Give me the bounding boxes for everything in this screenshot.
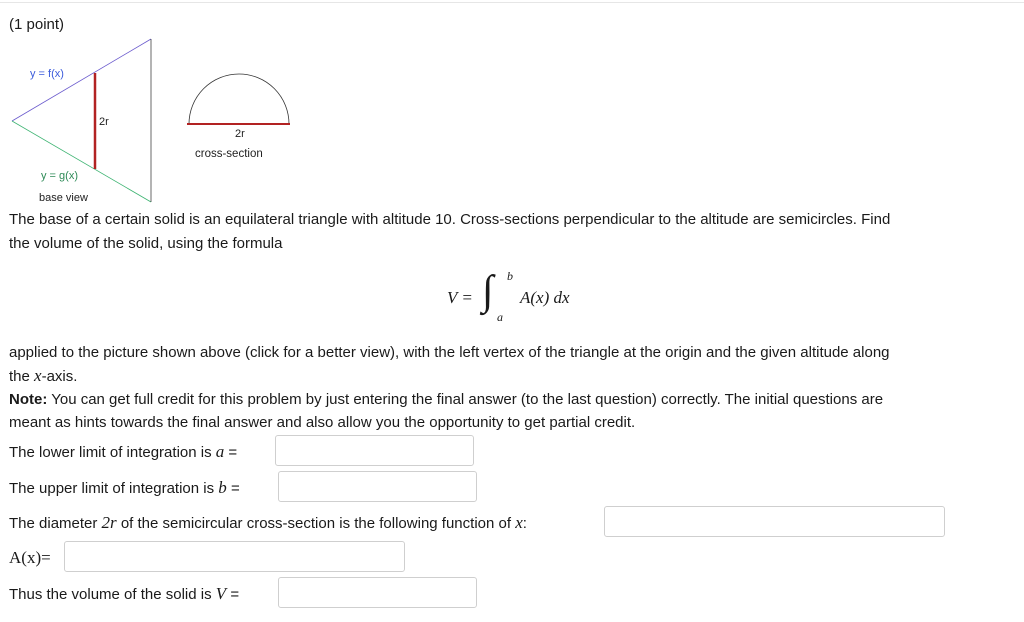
note-line-2: meant as hints towards the final answer and also allow you the opportunity to get partial credit. <box>9 414 636 431</box>
upper-limit-equals: = <box>226 480 240 497</box>
label-fx: y = f(x) <box>30 68 64 80</box>
note-text: You can get full credit for this problem by just entering the final answer (to the last question) correctly. The initial questions are <box>47 391 884 408</box>
lower-limit-var: a <box>215 442 225 461</box>
upper-limit-var: b <box>218 478 227 497</box>
top-divider <box>0 2 1024 3</box>
question-diameter <box>9 511 527 535</box>
applied-line-2-suffix: -axis. <box>41 368 78 385</box>
diameter-input[interactable] <box>604 506 945 537</box>
diameter-label-prefix: The diameter <box>9 515 102 532</box>
volume-input[interactable] <box>278 577 477 608</box>
diameter-label-middle: of the semicircular cross-section is the following function of <box>116 515 516 532</box>
integral-sign: ∫ <box>482 268 494 314</box>
formula-upper-limit: b <box>507 269 513 283</box>
label-2r-left: 2r <box>99 116 109 128</box>
applied-line-2 <box>9 364 77 388</box>
question-volume <box>9 582 239 606</box>
formula-integrand: A(x) dx <box>520 288 570 307</box>
area-input[interactable] <box>64 541 405 572</box>
upper-limit-input[interactable] <box>278 471 477 502</box>
area-label: A(x)= <box>9 548 51 567</box>
volume-equals: = <box>226 586 240 603</box>
question-area <box>9 546 51 570</box>
question-upper-limit <box>9 476 240 500</box>
lower-limit-label: The lower limit of integration is <box>9 444 216 461</box>
volume-formula <box>440 266 590 326</box>
diameter-x-var: x <box>515 513 523 532</box>
question-lower-limit <box>9 440 237 464</box>
label-base-view: base view <box>39 192 88 204</box>
diameter-var: 2r <box>101 513 117 532</box>
formula-lower-limit: a <box>497 310 503 324</box>
applied-line-2-prefix: the <box>9 368 35 385</box>
problem-figure[interactable] <box>8 37 305 205</box>
x-variable: x <box>34 366 42 385</box>
note-label: Note: <box>9 391 48 408</box>
intro-line-2: the volume of the solid, using the formula <box>9 235 283 252</box>
diameter-label-suffix: : <box>522 515 527 532</box>
points-label: (1 point) <box>9 16 65 33</box>
applied-line-1: applied to the picture shown above (click for a better view), with the left vertex of the triangle at the origin and the given altitude along <box>9 344 890 361</box>
volume-label: Thus the volume of the solid is <box>9 586 216 603</box>
formula-lhs: V = <box>447 288 473 307</box>
lower-limit-equals: = <box>224 444 238 461</box>
volume-var: V <box>215 584 227 603</box>
label-cross-section: cross-section <box>195 148 263 160</box>
label-gx: y = g(x) <box>41 170 78 182</box>
label-2r-right: 2r <box>235 128 245 140</box>
lower-limit-input[interactable] <box>275 435 474 466</box>
note-line-1 <box>9 388 883 411</box>
upper-limit-label: The upper limit of integration is <box>9 480 219 497</box>
intro-line-1: The base of a certain solid is an equilateral triangle with altitude 10. Cross-sections perpendicular to the altitude are semicircles. Find <box>9 211 891 228</box>
